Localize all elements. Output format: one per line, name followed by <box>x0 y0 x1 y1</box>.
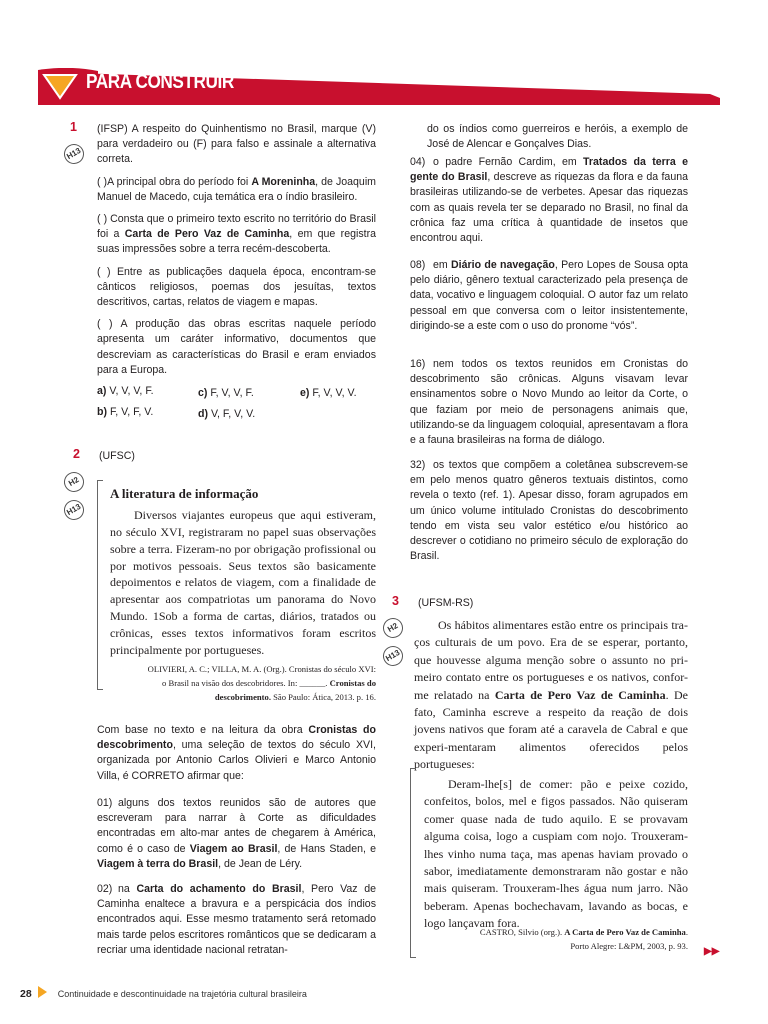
reading-title: A literatura de informação <box>110 486 259 501</box>
citation: CASTRO, Silvio (org.). A Carta de Pero Vaz de Caminha. Porto Alegre: L&PM, 2003, p. 93. <box>479 927 688 951</box>
question-number: 3 <box>392 594 399 608</box>
option-b[interactable]: b) F, V, F, V. <box>97 406 154 418</box>
question-intro: (IFSP) A respeito do Quinhentismo no Brasil, marque (V) para verdadeiro ou (F) para falso e assinale a alternativa correta. <box>97 123 376 166</box>
quote-text: Deram-lhe[s] de comer: pão e peixe cozido, confeitos, bolos, mel e figos passados. Não quiseram comer quase nada de tudo aquilo. E se provavam alguma coisa, logo a cuspiam com nojo. Trouxeram-lhes vinho numa taça, mas apenas haviam provado o sabor, imediatamente demonstraram não gostar e não mais quiseram. Trouxeram-lhes água num jarro. Não beberam. Apenas bochechavam, lavando as bocas, e logo lançavam fora. <box>424 777 688 931</box>
reading-text <box>110 486 376 704</box>
question-1-body <box>97 122 376 378</box>
question-number: 2 <box>73 447 80 461</box>
triangle-icon <box>38 986 47 998</box>
option-d[interactable]: d) V, F, V, V. <box>198 408 256 420</box>
question-source: (UFSC) <box>99 450 135 462</box>
option-c[interactable]: c) F, V, V, F. <box>198 387 254 399</box>
page-footer <box>20 986 307 1002</box>
option-a[interactable]: a) V, V, V, F. <box>97 385 154 397</box>
question-source: (UFSM-RS) <box>418 597 474 609</box>
footer-text: Continuidade e descontinuidade na trajetória cultural brasileira <box>57 989 307 999</box>
proposition-16: 16) nem todos os textos reunidos em Cronistas do descobrimento são crônicas. Alguns visavam levar ensinamentos sobre o Novo Mundo ao leitor da Corte, o que faziam por meio de personagens animais que, utilizando-se da linguagem coloquial, apresentavam a flora e a fauna brasileiras na forma de diálogo. <box>410 358 688 447</box>
reading-paragraph: Diversos viajantes europeus que aqui estiveram, no século XVI, registraram no papel suas observações sobre a terra. Fizeram-no por obrigação profissional ou por motivos pessoais. Seus textos são basicamente depoimentos e relatos de viagem, com a finalidade de apresentar aos compatriotas um panorama do Novo Mundo. 1Sob a forma de cartas, diários, tratados ou crônicas, esses textos informativos foram escritos principalmente por portugueses. <box>110 508 376 657</box>
proposition-02-continuation: do os índios como guerreiros e heróis, a exemplo de José de Alencar e Gonçalves Dias. <box>427 123 688 151</box>
citation: OLIVIERI, A. C.; VILLA, M. A. (Org.). Cronistas do século XVI: o Brasil na visão dos descobridores. In: ______. Cronistas do descobrimento. São Paulo: Ática, 2013. p. 16. <box>147 664 376 703</box>
next-page-arrow-icon: ▶▶ <box>704 946 720 957</box>
proposition-04: 04) o padre Fernão Cardim, em Tratados da terra e gente do Brasil, descreve as riquezas da flora e da fauna brasileiras utilizando-se de verbetes. Apesar das riquezas com as quais revela ter se deparado no Brasil, no final da crônica faz uma crítica à quantidade de insetos que encontrou aqui. <box>410 156 688 245</box>
question-3-intro: Os hábitos alimentares estão entre os principais tra-ços culturais de um povo. Era de se esperar, portanto, que houvesse alguma menção sobre o assunto no pri-meiro contato entre os portugueses e os nativos, confor-me relatado na Carta de Pero Vaz de Caminha. De fato, Caminha escreve a respeito da reação de dois jovens nativos que foram até a caravela de Cabral e que experi-mentaram alimentos oferecidos pelos portugueses: <box>414 618 688 772</box>
skill-badge: H2 <box>379 614 406 641</box>
skill-badge: H13 <box>60 140 87 167</box>
section-title: PARA CONSTRUIR <box>86 71 234 93</box>
text-box-border <box>97 480 103 690</box>
option-e[interactable]: e) F, V, V, V. <box>300 387 357 399</box>
quote-box-border <box>410 768 416 958</box>
proposition-01: 01) alguns dos textos reunidos são de autores que escreveram para narrar à Corte as dificuldades encontradas em alto-mar antes de chegarem à América, como é o caso de Viagem ao Brasil, de Hans Staden, e Viagem à terra do Brasil, de Jean de Léry. <box>97 797 376 870</box>
page-number: 28 <box>20 988 32 1000</box>
statement-1: ( )A principal obra do período foi A Moreninha, de Joaquim Manuel de Macedo, cuja temática era o índio brasileiro. <box>97 175 377 203</box>
proposition-02: 02) na Carta do achamento do Brasil, Pero Vaz de Caminha enaltece a bravura e a perspicácia dos índios encontrados aqui. Esse mesmo tratamento será retomado mais tarde pelos escritores românticos que se dedicaram a recriar uma identidade nacional retratan- <box>97 883 376 956</box>
proposition-08: 08) em Diário de navegação, Pero Lopes de Sousa opta pelo diário, gênero textual caracterizado pela presença de data, vocativo e linguagem coloquial. O autor faz um relato pessoal em que conversa com o leitor insistentemente, dirigindo-se a este com o uso do pronome “vós”. <box>410 259 688 332</box>
section-header <box>38 68 720 105</box>
skill-badge: H13 <box>379 642 406 669</box>
statement-4: ( ) A produção das obras escritas naquele período apresenta um caráter informativo, documentos que descreviam as características do Brasil e eram enviados para a Europa. <box>97 318 376 376</box>
question-number: 1 <box>70 120 77 134</box>
question-2-stem: Com base no texto e na leitura da obra Cronistas do descobrimento, uma seleção de textos do século XVI, organizada por Antonio Carlos Olivieri e Marco Antonio Villa, é CORRETO afirmar que: <box>97 724 376 782</box>
statement-3: ( ) Entre as publicações daquela época, encontram-se cânticos religiosos, poemas dos jesuítas, textos descritivos, cartas, relatos de viagem e mapas. <box>97 265 376 309</box>
skill-badge: H2 <box>60 468 87 495</box>
proposition-32: 32) os textos que compõem a coletânea subscrevem-se em pelo menos quatro gêneros textuais distintos, como revela o texto (ref. 1). Apesar disso, foram agrupados em um único volume intitulado Cronistas do descobrimento tendo em vista seu valor estético e/ou histórico ao descrever o cotidiano no primeiro século de exploração do Brasil. <box>410 459 688 563</box>
skill-badge: H13 <box>60 496 87 523</box>
statement-2: ( ) Consta que o primeiro texto escrito no território do Brasil foi a Carta de Pero Vaz de Caminha, em que registra suas impressões sobre a terra recém-descoberta. <box>97 213 376 256</box>
